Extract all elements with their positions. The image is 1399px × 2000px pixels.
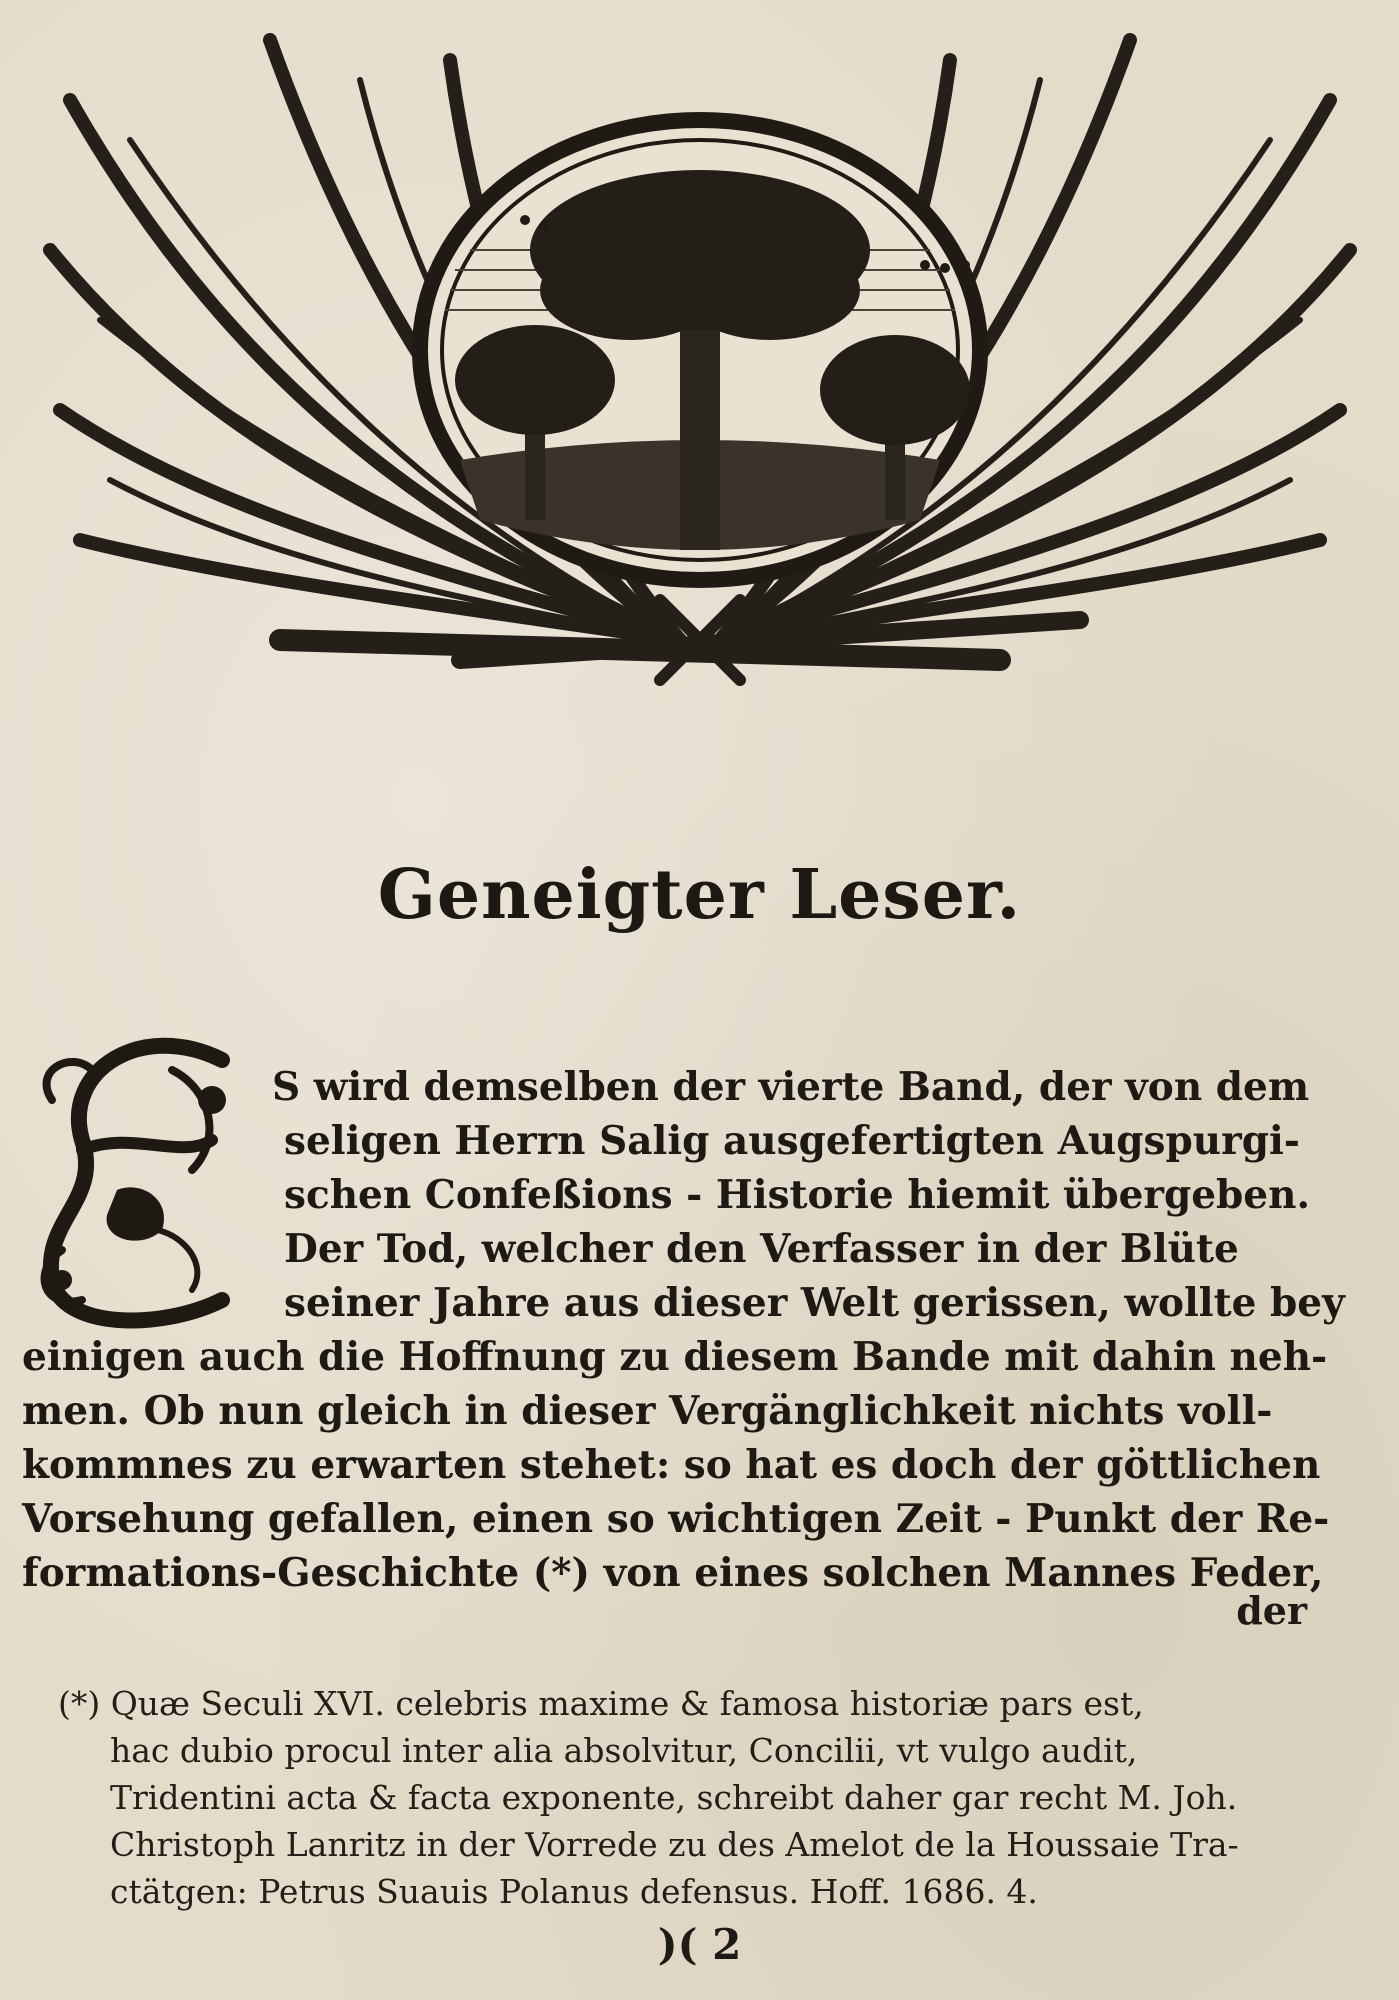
- footnote-line: hac dubio procul inter alia absolvitur, Concilii, vt vulgo audit,: [110, 1731, 1138, 1770]
- signature-mark: )( 2: [657, 1920, 742, 1969]
- footnote: [58, 1680, 1318, 1915]
- woodcut-vignette: [40, 20, 1360, 700]
- body-paragraph: [22, 1060, 1345, 1600]
- body-line: seiner Jahre aus dieser Welt gerissen, wollte bey: [284, 1280, 1345, 1326]
- body-line: kommnes zu erwarten stehet: so hat es doch der göttlichen: [22, 1442, 1321, 1488]
- body-line: Der Tod, welcher den Verfasser in der Blüte: [284, 1226, 1239, 1272]
- catchword: der: [1236, 1588, 1307, 1633]
- body-line: seligen Herrn Salig ausgefertigten Augspurgi-: [284, 1118, 1300, 1164]
- footnote-line: Tridentini acta & facta exponente, schreibt daher gar recht M. Joh.: [110, 1778, 1238, 1817]
- footnote-line: Christoph Lanritz in der Vorrede zu des Amelot de la Houssaie Tra-: [110, 1825, 1239, 1864]
- footnote-line: ctätgen: Petrus Suauis Polanus defensus. Hoff. 1686. 4.: [110, 1872, 1038, 1911]
- body-line: men. Ob nun gleich in dieser Vergänglichkeit nichts voll-: [22, 1388, 1273, 1434]
- body-line: einigen auch die Hoffnung zu diesem Bande mit dahin neh-: [22, 1334, 1328, 1380]
- body-line: S wird demselben der vierte Band, der von dem: [272, 1064, 1310, 1110]
- body-line: schen Confeßions - Historie hiemit übergeben.: [284, 1172, 1311, 1218]
- palm-tree-illustration: [40, 20, 1360, 700]
- body-line: Vorsehung gefallen, einen so wichtigen Zeit - Punkt der Re-: [22, 1496, 1330, 1542]
- footnote-line: (*) Quæ Seculi XVI. celebris maxime & famosa historiæ pars est,: [58, 1684, 1144, 1723]
- page-heading: Geneigter Leser.: [377, 855, 1022, 935]
- body-line: formations-Geschichte (*) von eines solchen Mannes Feder,: [22, 1550, 1324, 1596]
